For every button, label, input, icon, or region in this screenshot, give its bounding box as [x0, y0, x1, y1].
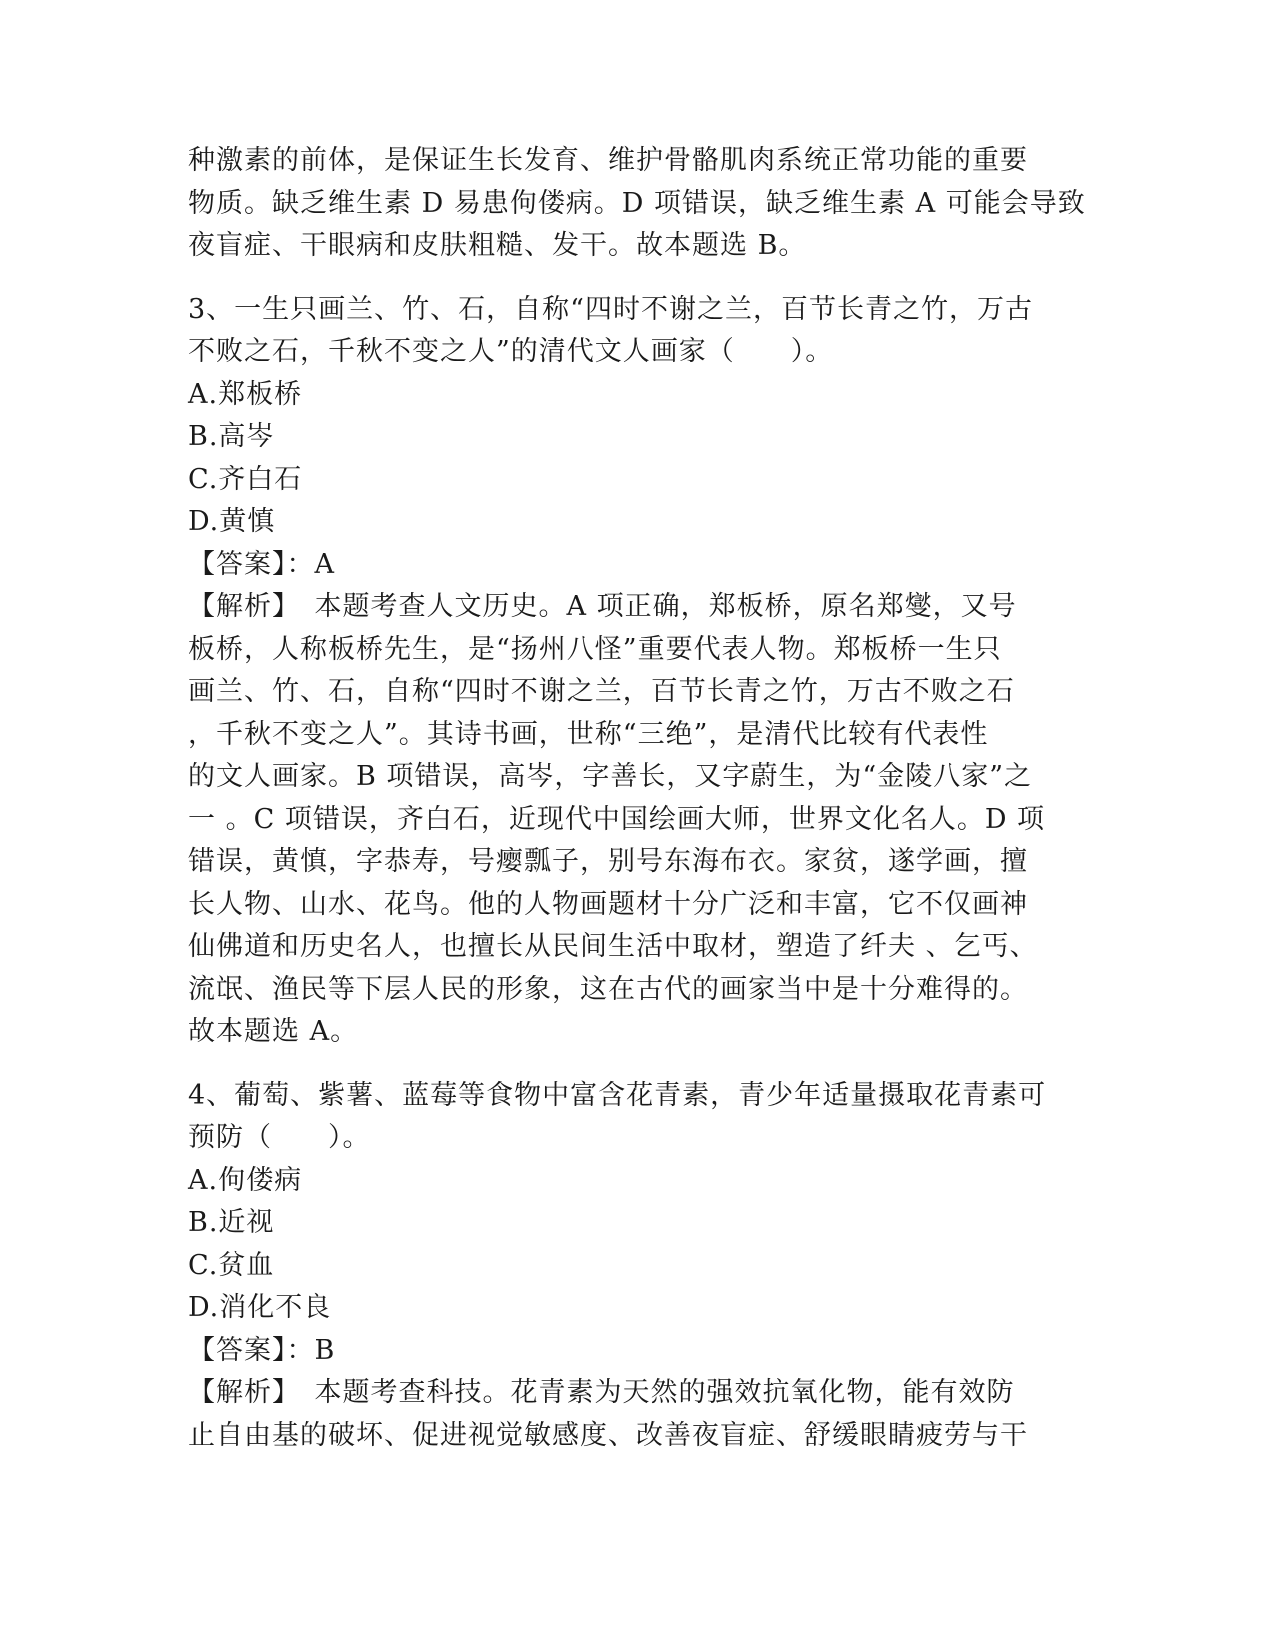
text-line: 物质。缺乏维生素 D 易患佝偻病。D 项错误，缺乏维生素 A 可能会导致	[188, 187, 1086, 219]
text-line: ，千秋不变之人”。其诗书画，世称“三绝”，是清代比较有代表性	[188, 718, 989, 750]
question-stem	[188, 1075, 1088, 1160]
text-line: 3、一生只画兰、竹、石，自称“四时不谢之兰，百节长青之竹，万古	[188, 293, 1033, 325]
analysis-paragraph	[188, 1372, 1088, 1457]
option-c: C.贫血	[188, 1249, 275, 1281]
text-line: 一 。C 项错误，齐白石，近现代中国绘画大师，世界文化名人。D 项	[188, 803, 1046, 835]
text-line: 不败之石，千秋不变之人”的清代文人画家（ ）。	[188, 336, 834, 367]
option-b: B.高岑	[188, 421, 275, 452]
text-line: 故本题选 A。	[188, 1016, 359, 1047]
option-d: D.黄慎	[188, 506, 276, 537]
text-line: 的文人画家。B 项错误，高岑，字善长，又字蔚生，为“金陵八家”之	[188, 761, 1033, 792]
option-list	[188, 1160, 1088, 1330]
question-3	[188, 289, 1088, 1054]
text-line: 流氓、渔民等下层人民的形象，这在古代的画家当中是十分难得的。	[188, 973, 1028, 1005]
question-stem	[188, 289, 1088, 374]
option-a: A.佝偻病	[188, 1164, 303, 1196]
option-c: C.齐白石	[188, 463, 303, 495]
text-line: 4、葡萄、紫薯、蓝莓等食物中富含花青素，青少年适量摄取花青素可	[188, 1079, 1047, 1111]
text-line: 画兰、竹、石，自称“四时不谢之兰，百节长青之竹，万古不败之石	[188, 676, 1015, 707]
document-page	[188, 140, 1088, 1457]
answer-line: 【答案】：A	[188, 548, 335, 580]
option-a: A.郑板桥	[188, 378, 303, 410]
text-line: 仙佛道和历史名人，也擅长从民间生活中取材，塑造了纤夫 、乞丐、	[188, 931, 1038, 962]
text-line: 夜盲症、干眼病和皮肤粗糙、发干。故本题选 B。	[188, 230, 807, 261]
text-line: 错误，黄慎，字恭寿，号瘿瓢子，别号东海布衣。家贫，遂学画，擅	[188, 846, 1028, 877]
answer-line: 【答案】：B	[188, 1334, 336, 1366]
text-line: 【解析】 本题考查人文历史。A 项正确，郑板桥，原名郑燮，又号	[188, 591, 1017, 622]
option-list	[188, 374, 1088, 544]
option-b: B.近视	[188, 1207, 275, 1238]
text-line: 预防（ ）。	[188, 1122, 371, 1153]
analysis-paragraph	[188, 586, 1088, 1054]
text-line: 板桥，人称板桥先生，是“扬州八怪”重要代表人物。郑板桥一生只	[188, 633, 1002, 665]
text-line: 止自由基的破坏、促进视觉敏感度、改善夜盲症、舒缓眼睛疲劳与干	[188, 1419, 1028, 1451]
text-line: 【解析】 本题考查科技。花青素为天然的强效抗氧化物，能有效防	[188, 1377, 1015, 1408]
option-d: D.消化不良	[188, 1292, 332, 1323]
text-line: 长人物、山水、花鸟。他的人物画题材十分广泛和丰富，它不仅画神	[188, 888, 1028, 920]
text-line: 种激素的前体，是保证生长发育、维护骨骼肌肉系统正常功能的重要	[188, 145, 1028, 176]
intro-paragraph	[188, 140, 1088, 268]
question-4	[188, 1075, 1088, 1458]
